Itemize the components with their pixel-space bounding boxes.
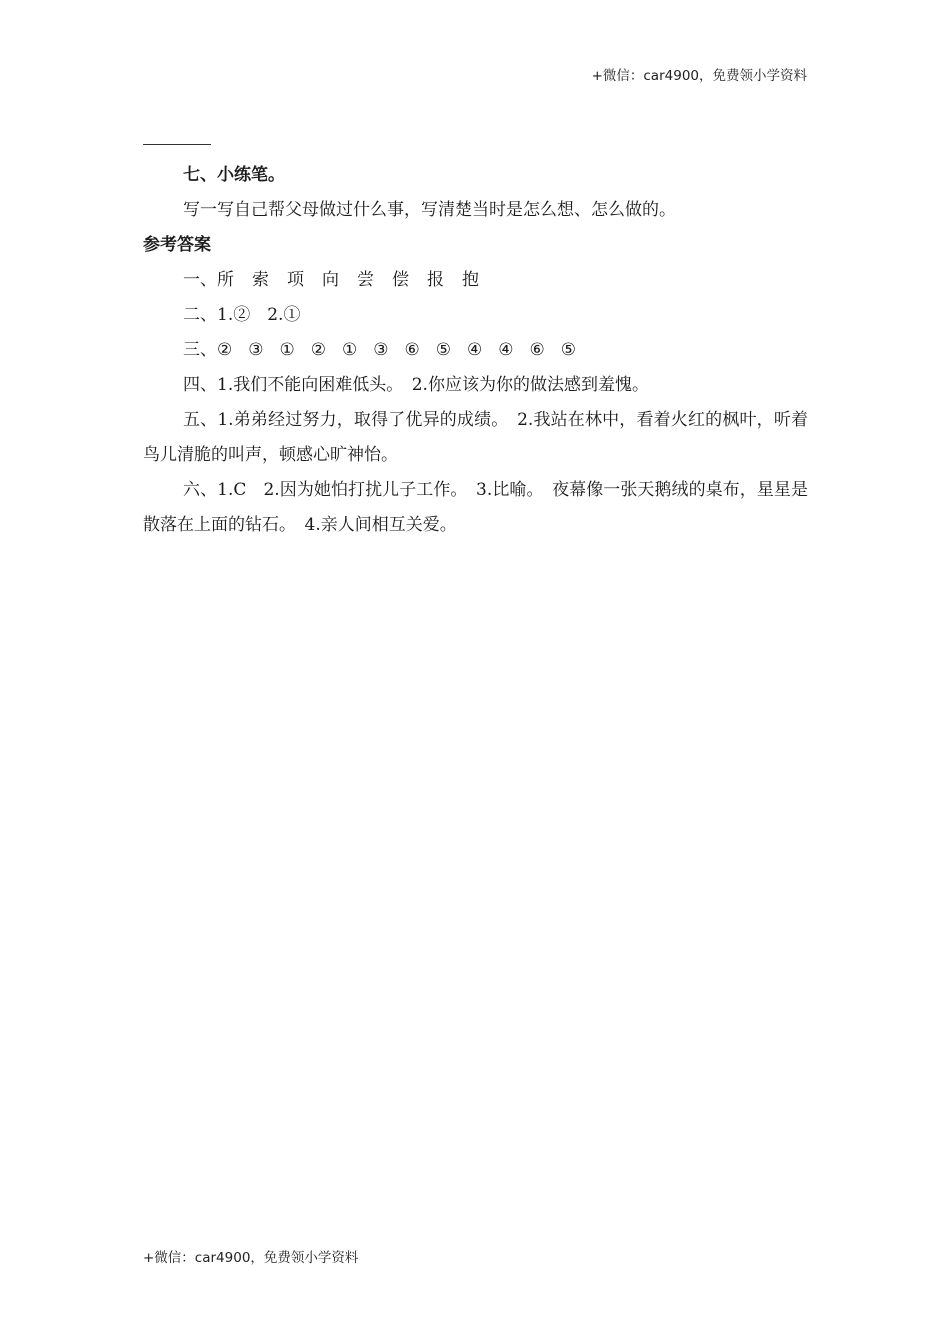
answer-q1-char: 项 — [287, 270, 304, 290]
answer-q3-mark: ① — [279, 340, 295, 360]
answer-q3-mark: ② — [217, 340, 233, 360]
answer-q3-prefix: 三、 — [183, 340, 217, 360]
answer-q3-mark: ⑥ — [404, 340, 420, 360]
answer-q2: 二、1.② 2.① — [183, 305, 301, 325]
document-body — [143, 158, 808, 543]
answer-q3-mark: ⑤ — [560, 340, 576, 360]
answer-q4: 四、1.我们不能向困难低头。 2.你应该为你的做法感到羞愧。 — [183, 375, 649, 395]
answer-q3-mark: ② — [310, 340, 326, 360]
answer-q1-char: 报 — [427, 270, 444, 290]
answer-q3-mark: ③ — [248, 340, 264, 360]
answer-q3-mark: ⑥ — [529, 340, 545, 360]
answer-q3 — [143, 333, 808, 368]
answer-q3-mark: ③ — [373, 340, 389, 360]
answer-q1 — [143, 263, 808, 298]
answer-q1-prefix: 一、 — [183, 270, 217, 290]
header-watermark-note: +微信：car4900，免费领小学资料 — [591, 68, 807, 84]
answer-q5: 五、1.弟弟经过努力，取得了优异的成绩。 2.我站在林中，看着火红的枫叶，听着鸟儿清脆的叫声，顿感心旷神怡。 — [143, 410, 808, 465]
answer-q3-mark: ① — [342, 340, 358, 360]
answer-q1-char: 抱 — [462, 270, 479, 290]
footer-watermark-note: +微信：car4900，免费领小学资料 — [143, 1250, 359, 1266]
section7-prompt: 写一写自己帮父母做过什么事，写清楚当时是怎么想、怎么做的。 — [183, 200, 676, 220]
answer-q1-char: 向 — [322, 270, 339, 290]
answer-q1-char: 所 — [217, 270, 234, 290]
answer-heading: 参考答案 — [143, 235, 211, 255]
short-divider — [143, 144, 211, 145]
answer-q6: 六、1.C 2.因为她怕打扰儿子工作。 3.比喻。 夜幕像一张天鹅绒的桌布，星星是散落在上面的钻石。 4.亲人间相互关爱。 — [143, 480, 808, 535]
answer-q3-mark: ④ — [467, 340, 483, 360]
answer-q3-mark: ④ — [498, 340, 514, 360]
answer-q1-char: 索 — [252, 270, 269, 290]
answer-q1-char: 偿 — [392, 270, 409, 290]
answer-q1-char: 尝 — [357, 270, 374, 290]
answer-q3-mark: ⑤ — [435, 340, 451, 360]
section7-title: 七、小练笔。 — [183, 165, 285, 185]
